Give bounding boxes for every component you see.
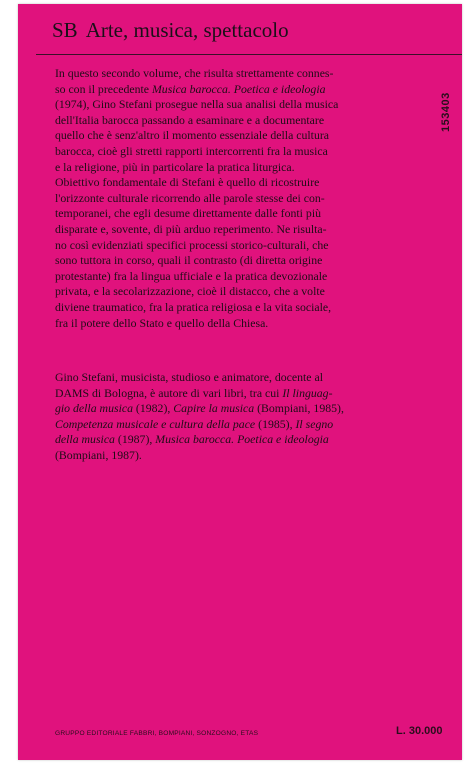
text-line: (Bompiani, 1987). <box>55 447 142 462</box>
text-line: disparate e, sovente, di più arduo reperimento. Ne risulta- <box>55 221 327 236</box>
text-line: diviene traumatico, fra la pratica religiosa e la vita sociale, <box>55 299 332 314</box>
text-line: Competenza musicale e cultura della pace (1985), Il segno <box>55 416 334 431</box>
text-line: so con il precedente Musica barocca. Poetica e ideologia <box>55 81 326 96</box>
text-line: privata, e la secolarizzazione, cioè il distacco, che a volte <box>55 284 325 299</box>
text-line: DAMS di Bologna, è autore di vari libri, tra cui Il linguag- <box>55 385 333 400</box>
text-line: fra il potere dello Stato e quello della Chiesa. <box>55 315 269 330</box>
book-back-cover <box>18 4 462 760</box>
text-line: In questo secondo volume, che risulta strettamente connes- <box>55 66 334 80</box>
text-line: protestante) fra la lingua ufficiale e la pratica devozionale <box>55 268 328 283</box>
text-line: dell'Italia barocca passando a esaminare e a documentare <box>55 112 325 127</box>
text-line: (1974), Gino Stefani prosegue nella sua analisi della musica <box>55 97 339 112</box>
text-line: sono tuttora in corso, quali il contrasto (di diretta origine <box>55 253 323 268</box>
description-paragraph <box>55 66 435 331</box>
text-line: gio della musica (1982), Capire la musica (Bompiani, 1985), <box>55 401 344 416</box>
text-line: quello che è senz'altro il momento essenziale della cultura <box>55 128 330 143</box>
text-line: Gino Stefani, musicista, studioso e animatore, docente al <box>55 370 323 384</box>
publisher-footer: GRUPPO EDITORIALE FABBRI, BOMPIANI, SONZOGNO, ETAS <box>55 730 259 737</box>
text-line: barocca, cioè gli stretti rapporti intercorrenti fra la musica <box>55 143 328 158</box>
series-header <box>52 18 289 43</box>
catalog-number: 153403 <box>440 92 452 132</box>
series-title: Arte, musica, spettacolo <box>85 18 289 42</box>
series-code: SB <box>52 18 78 42</box>
author-bio-paragraph <box>55 370 435 464</box>
text-line: Obiettivo fondamentale di Stefani è quello di ricostruire <box>55 175 320 190</box>
text-line: della musica (1987), Musica barocca. Poetica e ideologia <box>55 432 329 447</box>
text-line: no così evidenziati specifici processi storico-culturali, che <box>55 237 329 252</box>
text-line: l'orizzonte culturale ricorrendo alle parole stesse dei con- <box>55 190 325 205</box>
text-line: temporanei, che egli desume direttamente dalle fonti più <box>55 206 321 221</box>
header-divider <box>36 54 462 55</box>
text-line: e la religione, più in particolare la pratica liturgica. <box>55 159 295 174</box>
price-label: L. 30.000 <box>396 725 443 737</box>
italic-title: Musica barocca. Poetica e ideologia <box>151 81 326 96</box>
